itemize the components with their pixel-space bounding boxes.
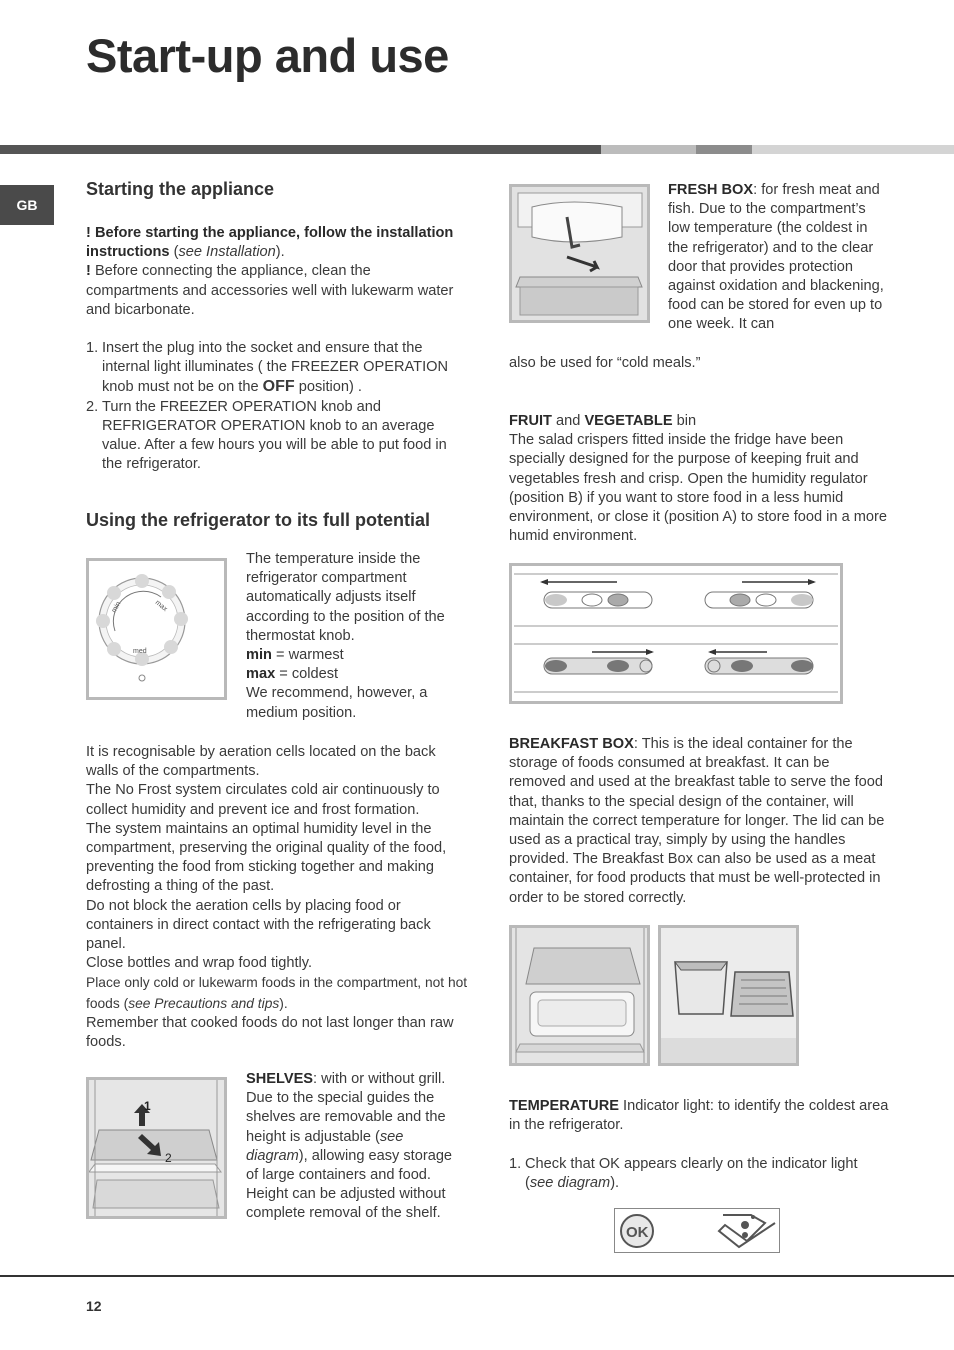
step-text: Check that OK appears clearly on the indicator light ( xyxy=(525,1156,858,1192)
starting-heading: Starting the appliance xyxy=(86,179,275,199)
warning-install-bold: Before starting the appliance, follow the installation instructions xyxy=(86,225,454,261)
paren: ). xyxy=(279,995,288,1011)
temperature-description: Indicator light: to identify the coldest area in the refrigerator. xyxy=(509,1098,889,1134)
ok-indicator-figure xyxy=(614,1208,780,1253)
nofrost-line: The No Frost system circulates cold air continuously to collect humidity and prevent ice and frost formation. xyxy=(86,782,440,818)
freshbox-text xyxy=(668,181,890,335)
see-precautions-ref: see Precautions and tips xyxy=(128,995,280,1011)
see-diagram-ref: see diagram xyxy=(246,1128,404,1164)
ok-label: OK xyxy=(626,1224,649,1241)
freshbox-description: : for fresh meat and fish. Due to the compartment’s low temperature (the coldest in the refrigerator) and to the clear door that provides protection against oxidation and blackening, food can be stored for even up to one week. It can xyxy=(668,182,884,333)
shelves-description-end: ), allowing easy storage of large containers and food. Height can be adjusted without complete removal of the shelf. xyxy=(246,1147,453,1222)
freshbox-illustration-icon xyxy=(512,187,647,320)
knob-min-label: min xyxy=(110,600,123,614)
fruit-label: FRUIT xyxy=(509,413,552,429)
shelves-label: SHELVES xyxy=(246,1071,314,1087)
warning-clean-text: Before connecting the appliance, clean the compartments and accessories well with lukewarm water and bicarbonate. xyxy=(86,263,454,318)
fruit-description: The salad crispers fitted inside the fridge have been specially designed for the purpose of keeping fruit and vegetables fresh and crisp. Open the humidity regulator (position B) if you want to store food in a less humid environment, or close it (position A) to store food in a more humid environment. xyxy=(509,432,887,545)
thermostat-knob-icon xyxy=(89,561,224,697)
see-diagram-ref: see diagram xyxy=(529,1175,611,1192)
nofrost-text xyxy=(86,743,468,1052)
start-step-2 xyxy=(86,398,466,475)
language-tab: GB xyxy=(0,185,54,225)
shelf-step-2-label: 2 xyxy=(165,1151,172,1165)
thermostat-figure xyxy=(86,558,227,700)
shelves-text xyxy=(246,1070,466,1224)
warning-bang: ! xyxy=(86,263,91,280)
freshbox-text-end: also be used for “cold meals.” xyxy=(509,355,701,371)
breakfast-figure-1 xyxy=(509,925,650,1066)
max-label: max xyxy=(246,666,276,683)
start-step-1 xyxy=(86,339,466,398)
header-bar-dark xyxy=(0,145,601,154)
see-installation-ref: see Installation xyxy=(178,244,276,261)
step-text-end: position) . xyxy=(298,379,362,396)
temperature-step-1 xyxy=(509,1155,889,1193)
fruit-text xyxy=(509,412,889,546)
using-heading: Using the refrigerator to its full potential xyxy=(86,510,431,530)
paren: ). xyxy=(610,1175,620,1192)
nofrost-line: It is recognisable by aeration cells located on the back walls of the compartments. xyxy=(86,744,436,780)
ok-indicator-icon xyxy=(615,1209,779,1252)
breakfast-description: : This is the ideal container for the storage of foods consumed at breakfast. It can be removed and used at the breakfast table to serve the food that, thanks to the special design of the container, will maintain the correct temperature for longer. The lid can be used as a practical tray, simply by using the handles provided. The Breakfast Box can also be used as a meat container, for food products that must be well-protected in order to be stored correctly. xyxy=(509,736,885,906)
warning-install xyxy=(86,224,466,320)
freshbox-figure xyxy=(509,184,650,323)
and-word: and xyxy=(551,413,585,429)
step-text: Turn the FREEZER OPERATION knob and REFRIGERATOR OPERATION knob to an average value. After a few hours you will be able to put food in the refrigerator. xyxy=(102,398,447,473)
nofrost-line: Remember that cooked foods do not last longer than raw foods. xyxy=(86,1014,454,1051)
freshbox-label: FRESH BOX xyxy=(668,182,754,198)
min-label: min xyxy=(246,647,272,664)
shelf-step-1-label: 1 xyxy=(144,1099,151,1113)
off-label: OFF xyxy=(262,378,295,396)
temperature-text xyxy=(509,1097,889,1135)
nofrost-line: Close bottles and wrap food tightly. xyxy=(86,955,313,972)
vegetable-label: VEGETABLE xyxy=(584,413,673,429)
thermostat-text xyxy=(246,550,471,723)
max-meaning: = coldest xyxy=(275,666,339,683)
nofrost-line xyxy=(86,975,467,1010)
step-number: 1. xyxy=(86,340,99,356)
breakfast-box-fridge-icon xyxy=(512,928,647,1063)
breakfast-text xyxy=(509,735,889,908)
step-number: 2. xyxy=(86,398,99,415)
knob-max-label: max xyxy=(153,599,169,614)
knob-med-label: med xyxy=(133,648,147,655)
footer-rule xyxy=(0,1275,954,1277)
step-number: 1. xyxy=(509,1156,522,1172)
paren: ). xyxy=(275,244,285,261)
nofrost-line: Do not block the aeration cells by placing food or containers in direct contact with the refrigerating back panel. xyxy=(86,897,431,953)
header-bar-pale xyxy=(752,145,954,154)
nofrost-hot-text: Place only cold or lukewarm foods in the compartment, not hot foods ( xyxy=(86,975,468,1011)
warning-bang: ! xyxy=(86,225,91,241)
header-bar-light xyxy=(601,145,696,154)
bin-word: bin xyxy=(672,413,697,429)
paren: ( xyxy=(169,244,179,261)
recommend-text: We recommend, however, a medium position. xyxy=(246,685,428,721)
shelves-figure xyxy=(86,1077,227,1219)
page-title: Start-up and use xyxy=(86,29,449,82)
header-bar-mid xyxy=(696,145,752,154)
humidity-regulator-figure xyxy=(509,563,843,704)
shelf-illustration-icon xyxy=(89,1080,224,1216)
page-number: 12 xyxy=(86,1298,102,1314)
step-text: Insert the plug into the socket and ensure that the internal light illuminates ( the FREEZER OPERATION knob must not be on the xyxy=(102,340,449,396)
min-meaning: = warmest xyxy=(271,647,344,664)
temperature-label: TEMPERATURE xyxy=(509,1098,619,1114)
thermostat-description: The temperature inside the refrigerator compartment automatically adjusts itself according to the position of the thermostat knob. xyxy=(246,551,445,644)
breakfast-figure-2 xyxy=(658,925,799,1066)
temperature-steps xyxy=(509,1155,889,1193)
start-steps xyxy=(86,339,466,474)
nofrost-line: The system maintains an optimal humidity level in the compartment, preserving the original quality of the food, preventing the food from sticking together and making defrosting a thing of the past. xyxy=(86,820,447,895)
breakfast-box-tray-icon xyxy=(661,928,796,1063)
breakfast-label: BREAKFAST BOX xyxy=(509,736,634,752)
humidity-regulator-icon xyxy=(512,566,840,701)
shelves-description: : with or without grill. Due to the special guides the shelves are removable and the height is adjustable ( xyxy=(246,1071,446,1145)
